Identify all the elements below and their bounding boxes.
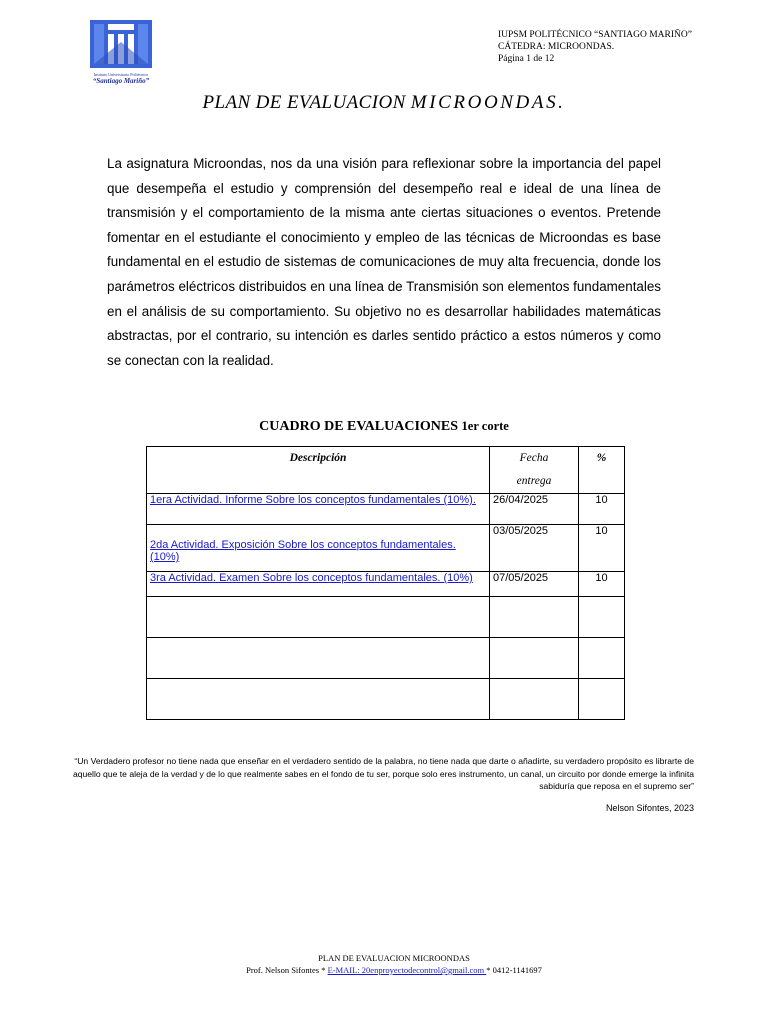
quote-author: Nelson Sifontes, 2023 — [605, 803, 694, 813]
empty-cell — [147, 679, 490, 720]
table-row-empty — [147, 679, 625, 720]
footer-email-link[interactable]: E-MAIL: 20enproyectodecontrol@gmail.com — [327, 965, 487, 975]
institution-name: IUPSM POLITÉCNICO “SANTIAGO MARIÑO” — [498, 30, 692, 40]
row-description[interactable] — [147, 494, 490, 525]
table-row-empty — [147, 638, 625, 679]
empty-cell — [147, 638, 490, 679]
table-title-main: CUADRO DE EVALUACIONES — [259, 419, 462, 434]
header-date-line1: Fecha — [519, 452, 549, 464]
empty-cell — [490, 679, 579, 720]
row-description-link[interactable]: 1era Actividad. Informe Sobre los conceptos fundamentales (10%). — [150, 494, 476, 506]
logo-caption — [78, 72, 164, 84]
footer-phone: * 0412-1141697 — [486, 965, 542, 975]
evaluations-table — [146, 446, 625, 720]
header-description: Descripción — [147, 447, 490, 494]
logo-caption-line2: “Santiago Mariño” — [92, 77, 150, 85]
row-date: 07/05/2025 — [490, 572, 579, 597]
empty-cell — [579, 597, 625, 638]
table-row — [147, 525, 625, 572]
row-percent: 10 — [579, 572, 625, 597]
table-row — [147, 572, 625, 597]
intro-paragraph: La asignatura Microondas, nos da una visión para reflexionar sobre la importancia del papel que desempeña el estudio y comprensión del desempeño real e ideal de una línea de transmisión y el comportamiento de la misma ante ciertas situaciones o eventos. Pretende fomentar en el estudiante el conocimiento y empleo de las técnicas de Microondas es base fundamental en el estudio de sistemas de comunicaciones de muy alta frecuencia, donde los parámetros eléctricos distribuidos en una línea de Transmisión son elementos fundamentales en el análisis de su comportamiento. Su objetivo no es desarrollar habilidades matemáticas abstractas, por el contrario, su intención es darles sentido práctico a estos números y como se conectan con la realidad. — [107, 156, 661, 368]
empty-cell — [579, 679, 625, 720]
footer-title: PLAN DE EVALUACION MICROONDAS — [318, 953, 470, 963]
table-row — [147, 494, 625, 525]
document-title — [0, 92, 768, 114]
row-description-link[interactable]: 2da Actividad. Exposición Sobre los conceptos fundamentales. (10%) — [150, 539, 456, 563]
empty-cell — [490, 597, 579, 638]
header-date — [490, 447, 579, 494]
table-title-suffix: 1er corte — [461, 419, 509, 433]
table-row-empty — [147, 597, 625, 638]
row-percent: 10 — [579, 494, 625, 525]
document-title-part1: PLAN DE EVALUACION — [202, 92, 411, 113]
row-date: 26/04/2025 — [490, 494, 579, 525]
row-date: 03/05/2025 — [490, 525, 579, 572]
row-description-link[interactable]: 3ra Actividad. Examen Sobre los conceptos fundamentales. (10%) — [150, 572, 473, 584]
header-percent: % — [579, 447, 625, 494]
footer-prof: Prof. Nelson Sifontes * — [246, 965, 328, 975]
row-percent: 10 — [579, 525, 625, 572]
quote-text: “Un Verdadero profesor no tiene nada que enseñar en el verdadero sentido de la palabra, no tiene nada que darte o añadirte, su verdadero propósito es librarte de aquello que te aleja de la verdad y de lo que realmente sabes en el fondo de tu ser, porque solo eres instrumento, un canal, un circuito por donde emerge la infinita sabiduría que reposa en el supremo ser” — [72, 756, 694, 791]
document-title-part2: MICROONDAS. — [410, 92, 566, 113]
chair-name: CÁTEDRA: MICROONDAS. — [498, 42, 615, 52]
empty-cell — [147, 597, 490, 638]
page-footer — [0, 952, 768, 976]
page-number: Página 1 de 12 — [498, 54, 555, 64]
table-header-row — [147, 447, 625, 494]
header-info — [498, 29, 692, 65]
footer-contact — [0, 964, 768, 976]
table-title — [0, 419, 768, 435]
empty-cell — [490, 638, 579, 679]
header-date-line2: entrega — [516, 475, 552, 487]
logo-caption-line1: Instituto Universitario Politécnico — [93, 72, 149, 77]
row-description[interactable] — [147, 572, 490, 597]
empty-cell — [579, 638, 625, 679]
row-description[interactable] — [147, 525, 490, 572]
